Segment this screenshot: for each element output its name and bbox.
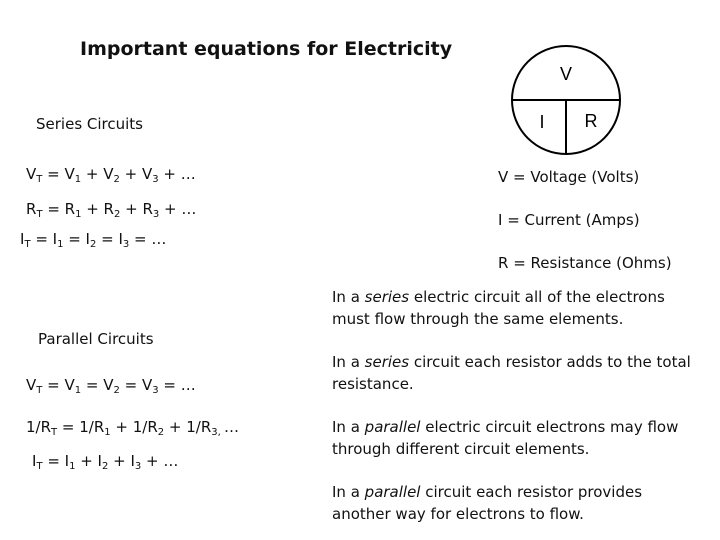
- parallel-current-equation: $I_T = I_1 + I_2 + I_3$ + …: [32, 452, 179, 472]
- note-parallel-resistors: In a parallel circuit each resistor provides another way for electrons to flow.: [332, 483, 643, 523]
- note-series-resistors: In a series circuit each resistor adds to the total resistance.: [332, 353, 691, 393]
- diagram-label-resistance: R: [584, 111, 598, 131]
- parallel-circuits-heading: Parallel Circuits: [38, 330, 154, 348]
- note-parallel-electrons: In a parallel electric circuit electrons may flow through different circuit elements.: [332, 418, 679, 458]
- diagram-label-voltage: V: [559, 64, 573, 84]
- series-resistance-equation: $R_T = R_1 + R_2 + R_3$ + …: [26, 200, 197, 220]
- legend-resistance: R = Resistance (Ohms): [498, 254, 672, 272]
- diagram-label-current: I: [539, 112, 545, 132]
- note-series-electrons: In a series electric circuit all of the electrons must flow through the same elements.: [332, 288, 665, 328]
- series-circuits-heading: Series Circuits: [36, 115, 143, 133]
- legend-current: I = Current (Amps): [498, 211, 640, 229]
- parallel-voltage-equation: $V_T = V_1 = V_2 = V_3$ = …: [26, 376, 196, 396]
- series-voltage-equation: $V_T = V_1 + V_2 + V_3$ + …: [26, 165, 196, 185]
- page-title: Important equations for Electricity: [80, 38, 453, 60]
- parallel-resistance-equation: $1/R_T = 1/R_1 + 1/R_2 + 1/R_{3,}$ …: [26, 418, 239, 438]
- vir-circle-diagram: [508, 44, 624, 156]
- series-current-equation: $I_T = I_1 = I_2 = I_3$ = …: [20, 230, 167, 250]
- legend-voltage: V = Voltage (Volts): [498, 168, 640, 186]
